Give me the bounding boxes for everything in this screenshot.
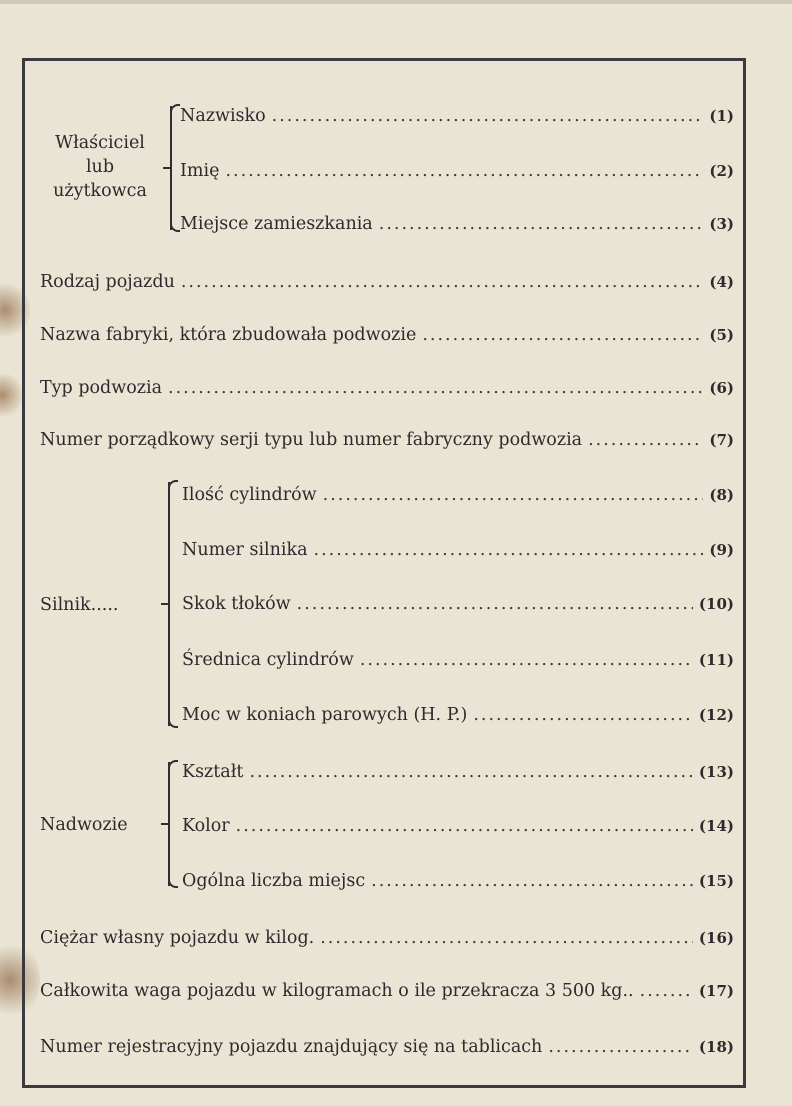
form-row-piston-stroke: Skok tłoków ..... (10) <box>182 592 734 616</box>
form-row-residence: Miejsce zamieszkania ..... (3) <box>180 212 734 236</box>
form-row-horsepower: Moc w koniach parowych (H. P.) ..... (12) <box>182 703 734 727</box>
form-row-chassis-maker: Nazwa fabryki, która zbudowała podwozie ..... (5) <box>40 323 734 347</box>
page-edge <box>0 0 792 4</box>
form-row-body-shape: Kształt ..... (13) <box>182 760 734 784</box>
owner-brace-tip <box>163 167 171 169</box>
form-row-total-weight: Całkowita waga pojazdu w kilogramach o ile przekracza 3 500 kg.. ..... (17) <box>40 979 734 1003</box>
form-row-registration-number: Numer rejestracyjny pojazdu znajdujący się na tablicach ..... (18) <box>40 1035 734 1059</box>
body-group-label: Nadwozie <box>40 815 128 835</box>
form-row-own-weight: Ciężar własny pojazdu w kilog. ..... (16) <box>40 926 734 950</box>
engine-brace-tip <box>161 603 169 605</box>
owner-group-label: Właściciel lub użytkowca <box>53 133 147 201</box>
form-row-surname: Nazwisko ..... (1) <box>180 104 734 128</box>
form-row-first-name: Imię ..... (2) <box>180 159 734 183</box>
form-row-seat-count: Ogólna liczba miejsc ..... (15) <box>182 869 734 893</box>
form-row-engine-number: Numer silnika ..... (9) <box>182 538 734 562</box>
engine-group-label: Silnik..... <box>40 595 119 615</box>
body-brace-tip <box>161 823 169 825</box>
form-row-chassis-number: Numer porządkowy serji typu lub numer fabryczny podwozia ..... (7) <box>40 428 734 452</box>
form-row-chassis-type: Typ podwozia ..... (6) <box>40 376 734 400</box>
paper-stain <box>0 370 22 420</box>
form-row-cylinder-count: Ilość cylindrów ..... (8) <box>182 483 734 507</box>
form-row-cylinder-bore: Średnica cylindrów ..... (11) <box>182 648 734 672</box>
form-row-vehicle-type: Rodzaj pojazdu ..... (4) <box>40 270 734 294</box>
form-row-body-color: Kolor ..... (14) <box>182 814 734 838</box>
